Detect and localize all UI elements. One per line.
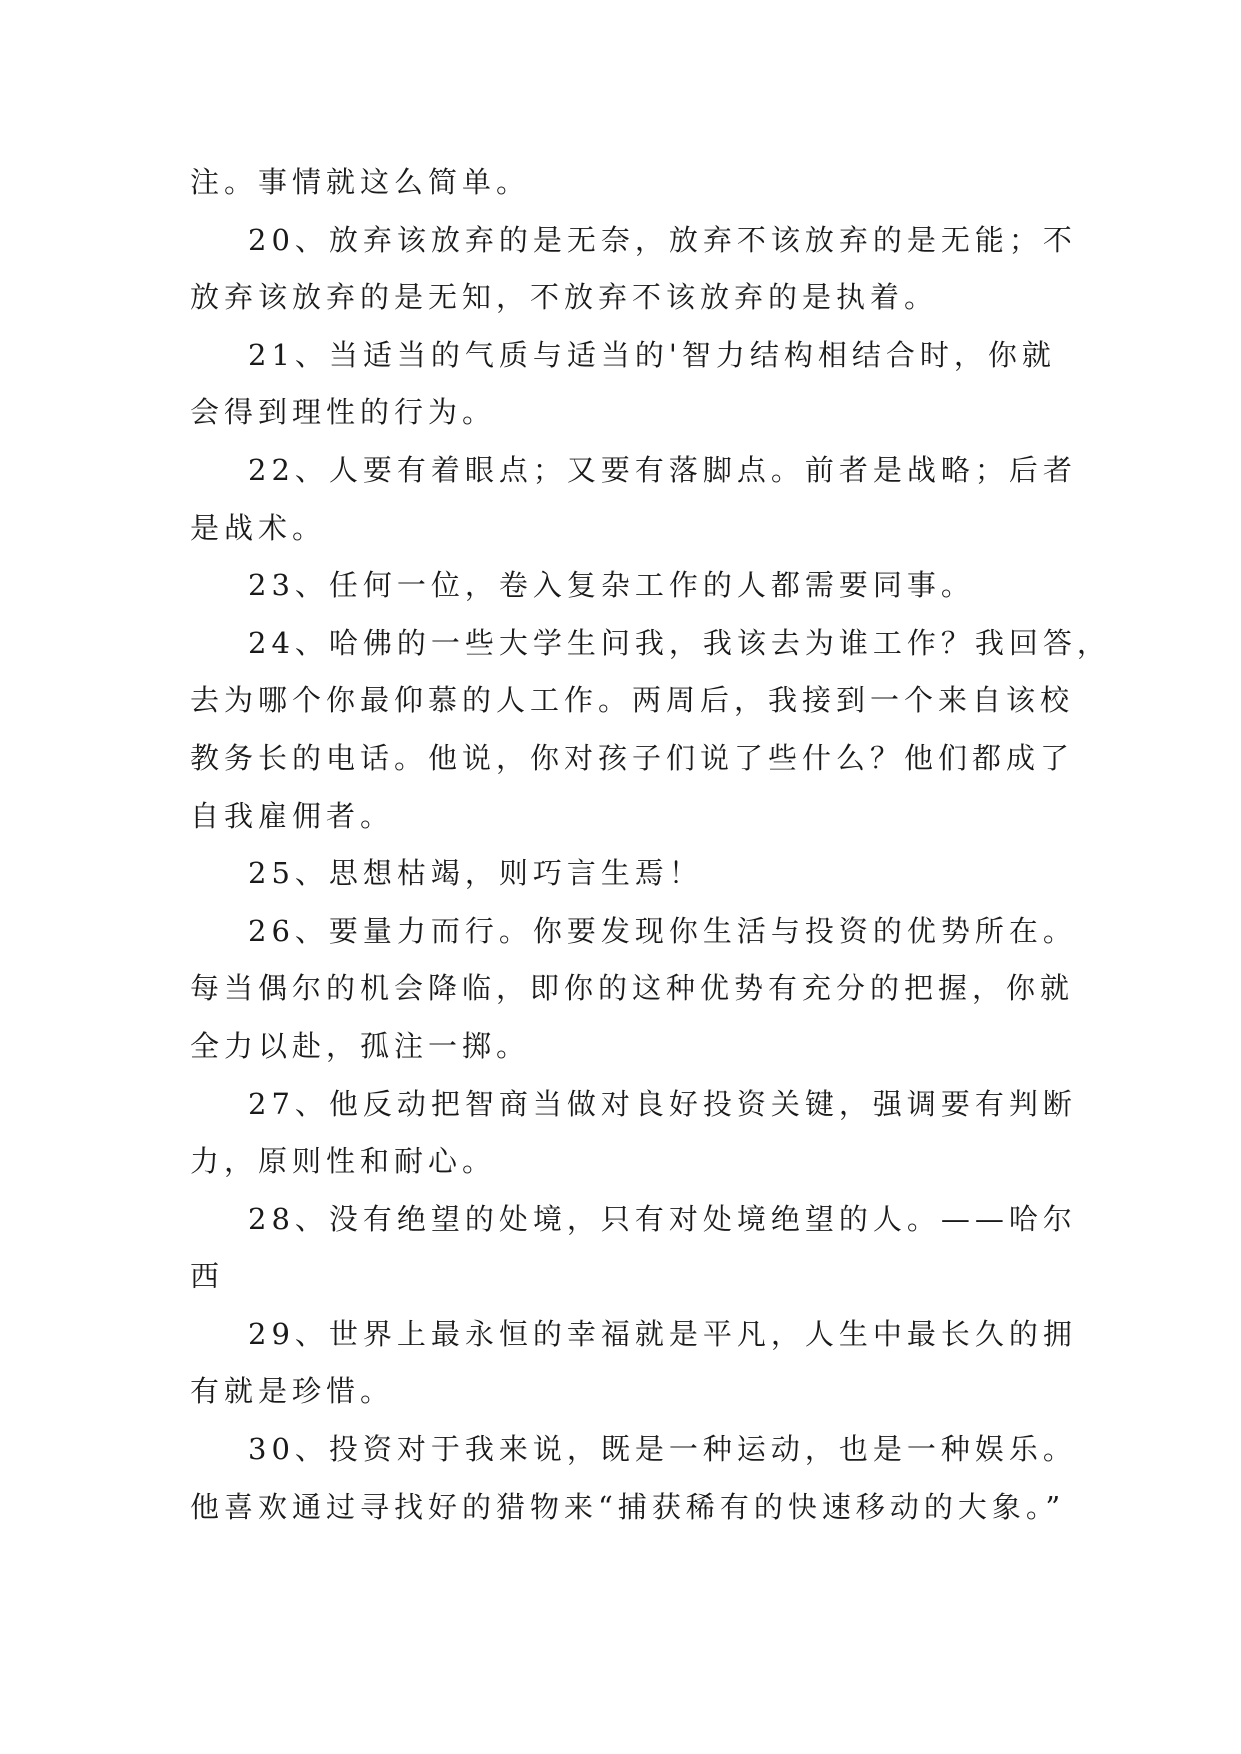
quote-30: [190, 1421, 1077, 1536]
paragraph-continued: [190, 154, 1050, 212]
text-line: 21、当适当的气质与适当的'智力结构相结合时，你就: [248, 337, 1056, 372]
quote-20: [190, 212, 1077, 327]
text-line: 全力以赴，孤注一掷。: [190, 1028, 531, 1063]
quote-23: [190, 557, 1050, 615]
quote-28: [190, 1191, 1077, 1306]
text-line: 注。事情就这么简单。: [190, 165, 531, 199]
quote-27: [190, 1076, 1077, 1191]
text-line: 23、任何一位，卷入复杂工作的人都需要同事。: [248, 568, 975, 603]
quote-21: [190, 327, 1056, 442]
text-line: 西: [190, 1259, 225, 1294]
text-line: 教务长的电话。他说，你对孩子们说了些什么？他们都成了: [190, 740, 1075, 775]
document-body: [190, 154, 1111, 1536]
text-line: 去为哪个你最仰慕的人工作。两周后，我接到一个来自该校: [190, 683, 1075, 718]
text-line: 会得到理性的行为。: [190, 395, 497, 430]
text-line: 力，原则性和耐心。: [190, 1144, 497, 1179]
quote-26: [190, 903, 1077, 1076]
text-line: 放弃该放弃的是无知，不放弃不该放弃的是执着。: [190, 280, 939, 315]
text-line: 25、思想枯竭，则巧言生焉！: [248, 856, 703, 891]
text-line: 他喜欢通过寻找好的猎物来“捕获稀有的快速移动的大象。”: [190, 1489, 1066, 1524]
text-line: 28、没有绝望的处境，只有对处境绝望的人。——哈尔: [248, 1201, 1077, 1236]
text-line: 24、哈佛的一些大学生问我，我该去为谁工作？我回答，: [248, 625, 1111, 660]
text-line: 30、投资对于我来说，既是一种运动，也是一种娱乐。: [248, 1432, 1077, 1467]
text-line: 是战术。: [190, 510, 327, 545]
text-line: 自我雇佣者。: [190, 798, 395, 833]
quote-22: [190, 442, 1077, 557]
quote-24: [190, 615, 1111, 845]
text-line: 有就是珍惜。: [190, 1374, 395, 1409]
text-line: 27、他反动把智商当做对良好投资关键，强调要有判断: [248, 1086, 1077, 1121]
text-line: 20、放弃该放弃的是无奈，放弃不该放弃的是无能；不: [248, 222, 1077, 257]
text-line: 每当偶尔的机会降临，即你的这种优势有充分的把握，你就: [190, 971, 1075, 1006]
quote-29: [190, 1306, 1077, 1421]
text-line: 22、人要有着眼点；又要有落脚点。前者是战略；后者: [248, 452, 1077, 487]
text-line: 26、要量力而行。你要发现你生活与投资的优势所在。: [248, 913, 1077, 948]
quote-25: [190, 845, 1050, 903]
text-line: 29、世界上最永恒的幸福就是平凡，人生中最长久的拥: [248, 1316, 1077, 1351]
